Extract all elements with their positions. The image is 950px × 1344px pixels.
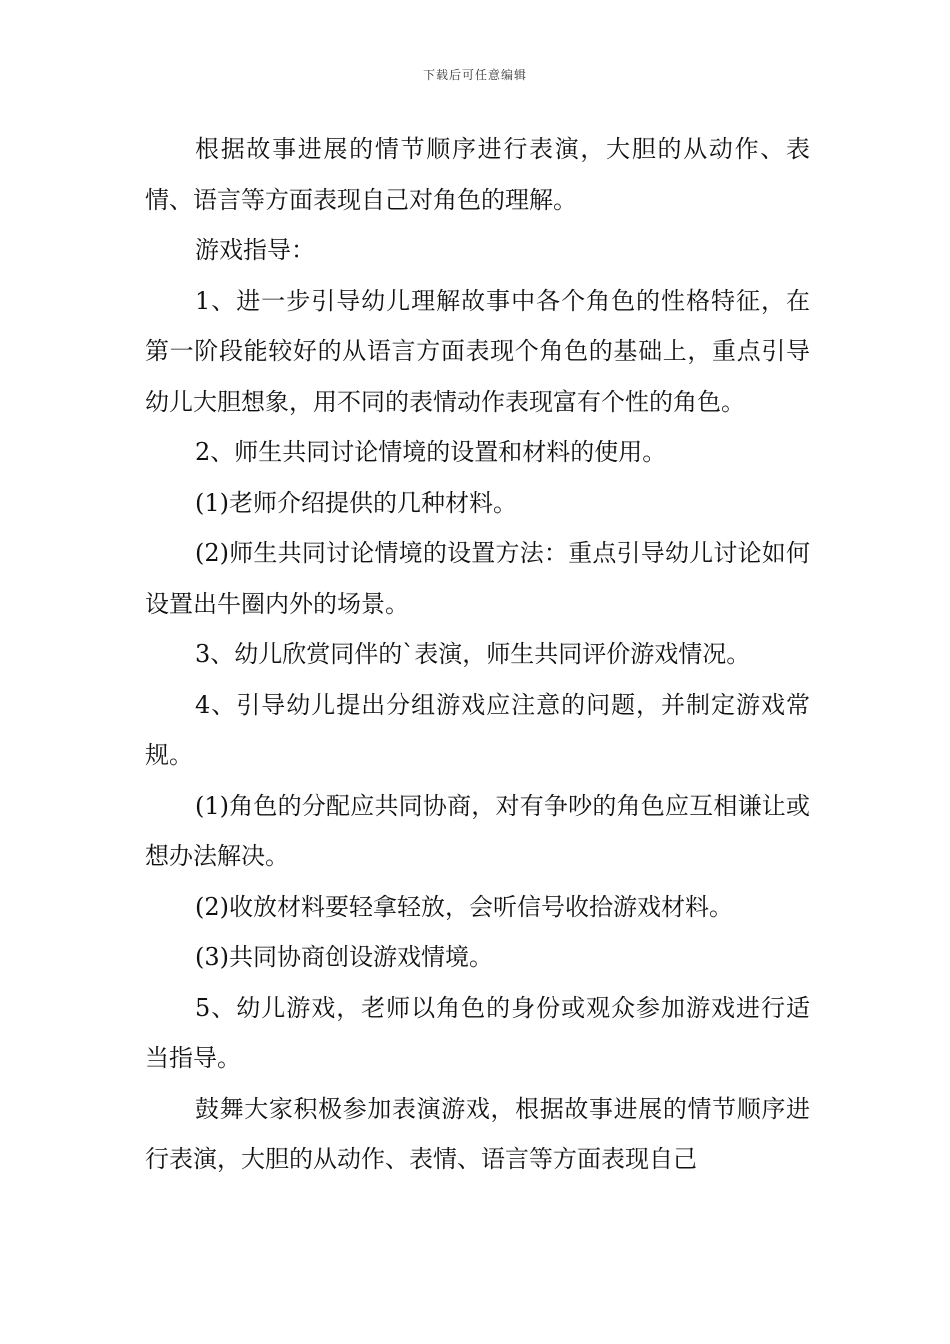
paragraph: (2)收放材料要轻拿轻放，会听信号收拾游戏材料。	[195, 892, 733, 921]
paragraph: 1、进一步引导幼儿理解故事中各个角色的性格特征，在第一阶段能较好的从语言方面表现个角色的基础上，重点引导幼儿大胆想象，用不同的表情动作表现富有个性的角色。	[145, 286, 810, 416]
paragraph: 鼓舞大家积极参加表演游戏，根据故事进展的情节顺序进行表演，大胆的从动作、表情、语言等方面表现自己	[145, 1094, 810, 1173]
paragraph: (2)师生共同讨论情境的设置方法：重点引导幼儿讨论如何设置出牛圈内外的场景。	[145, 539, 810, 618]
document-body	[145, 124, 810, 1185]
paragraph: (1)老师介绍提供的几种材料。	[195, 488, 517, 517]
paragraph: 根据故事进展的情节顺序进行表演，大胆的从动作、表情、语言等方面表现自己对角色的理解。	[145, 135, 810, 214]
page-header-note: 下载后可任意编辑	[422, 68, 527, 82]
paragraph: 4、引导幼儿提出分组游戏应注意的问题，并制定游戏常规。	[145, 690, 810, 769]
paragraph: (1)角色的分配应共同协商，对有争吵的角色应互相谦让或想办法解决。	[145, 791, 810, 870]
paragraph: 游戏指导：	[195, 236, 315, 264]
paragraph: 5、幼儿游戏，老师以角色的身份或观众参加游戏进行适当指导。	[145, 993, 810, 1072]
paragraph: 3、幼儿欣赏同伴的`表演，师生共同评价游戏情况。	[195, 640, 751, 668]
paragraph: 2、师生共同讨论情境的设置和材料的使用。	[195, 438, 667, 466]
paragraph: (3)共同协商创设游戏情境。	[195, 943, 493, 971]
